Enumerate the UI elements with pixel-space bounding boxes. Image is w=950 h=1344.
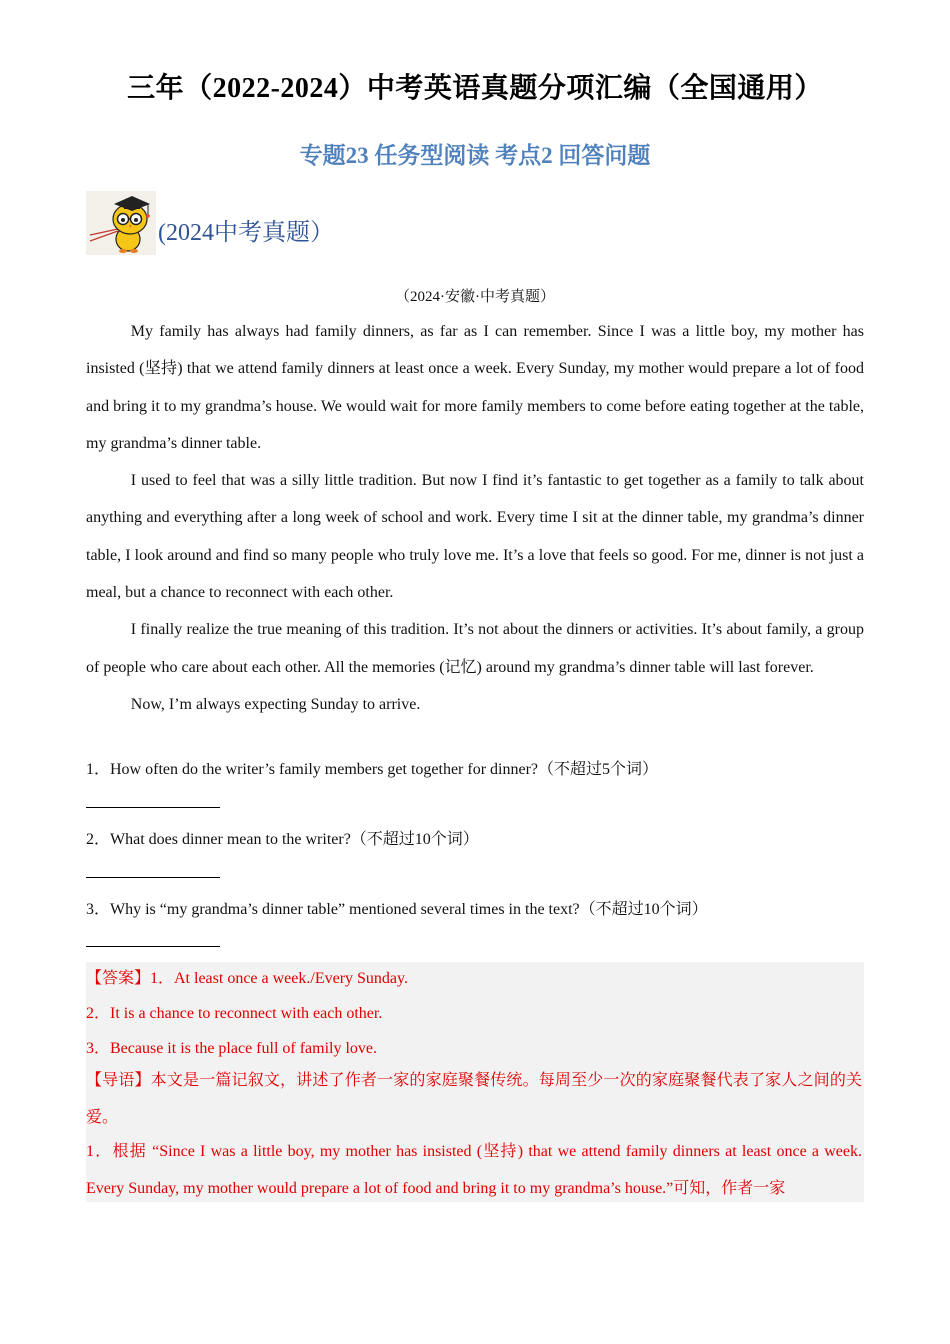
question-source: （2024·安徽·中考真题） <box>395 289 555 305</box>
answer-line-1: 【答案】1．At least once a week./Every Sunday. <box>86 970 408 987</box>
topic-subtitle: 专题23 任务型阅读 考点2 回答问题 <box>299 143 651 168</box>
question-1: 1．How often do the writer’s family members get together for dinner?（不超过5个词） <box>86 761 659 778</box>
answer-line-2: 2．It is a chance to reconnect with each other. <box>86 1005 383 1022</box>
owl-graduate-mascot-icon <box>86 191 156 255</box>
question-2: 2．What does dinner mean to the writer?（不超过10个词） <box>86 831 479 848</box>
answer-analysis: 1．根据 “Since I was a little boy, my mother has insisted (坚持) that we attend family dinners at least once a week. Every Sunday, my mother would prepare a lot of food and bring it to my grandma’s house.”可知，作者一家 <box>86 1143 862 1197</box>
answer-blank-1 <box>86 807 220 808</box>
answer-section <box>86 962 864 1202</box>
passage-paragraph-4: Now, I’m always expecting Sunday to arrive. <box>130 695 421 713</box>
answer-blank-3 <box>86 946 220 947</box>
passage-paragraph-3: I finally realize the true meaning of this tradition. It’s not about the dinners or activities. It’s about family, a group of people who care about each other. All the memories (记忆) around my grandma’s dinner table will last forever. <box>86 621 864 676</box>
answer-line-3: 3．Because it is the place full of family love. <box>86 1040 378 1057</box>
passage-paragraph-1: My family has always had family dinners, as far as I can remember. Since I was a little boy, my mother has insisted (坚持) that we attend family dinners at least once a week. Every Sunday, my mother would prepare a lot of food and bring it to my grandma’s house. We would wait for more family members to come before eating together at the table, my grandma’s dinner table. <box>86 323 864 452</box>
answer-guide: 【导语】本文是一篇记叙文，讲述了作者一家的家庭聚餐传统。每周至少一次的家庭聚餐代表了家人之间的关爱。 <box>86 1072 862 1126</box>
passage-paragraph-2: I used to feel that was a silly little tradition. But now I find it’s fantastic to get together as a family to talk about anything and everything after a long week of school and work. Every time I sit at the dinner table, my grandma’s dinner table, I look around and find so many people who truly love me. It’s a love that feels so good. For me, dinner is not just a meal, but a chance to reconnect with each other. <box>86 472 864 602</box>
answer-blank-2 <box>86 877 220 878</box>
reading-passage <box>86 313 864 723</box>
section-heading: (2024中考真题） <box>158 220 334 246</box>
question-3: 3．Why is “my grandma’s dinner table” mentioned several times in the text?（不超过10个词） <box>86 901 708 918</box>
document-title: 三年（2022-2024）中考英语真题分项汇编（全国通用） <box>127 73 823 104</box>
